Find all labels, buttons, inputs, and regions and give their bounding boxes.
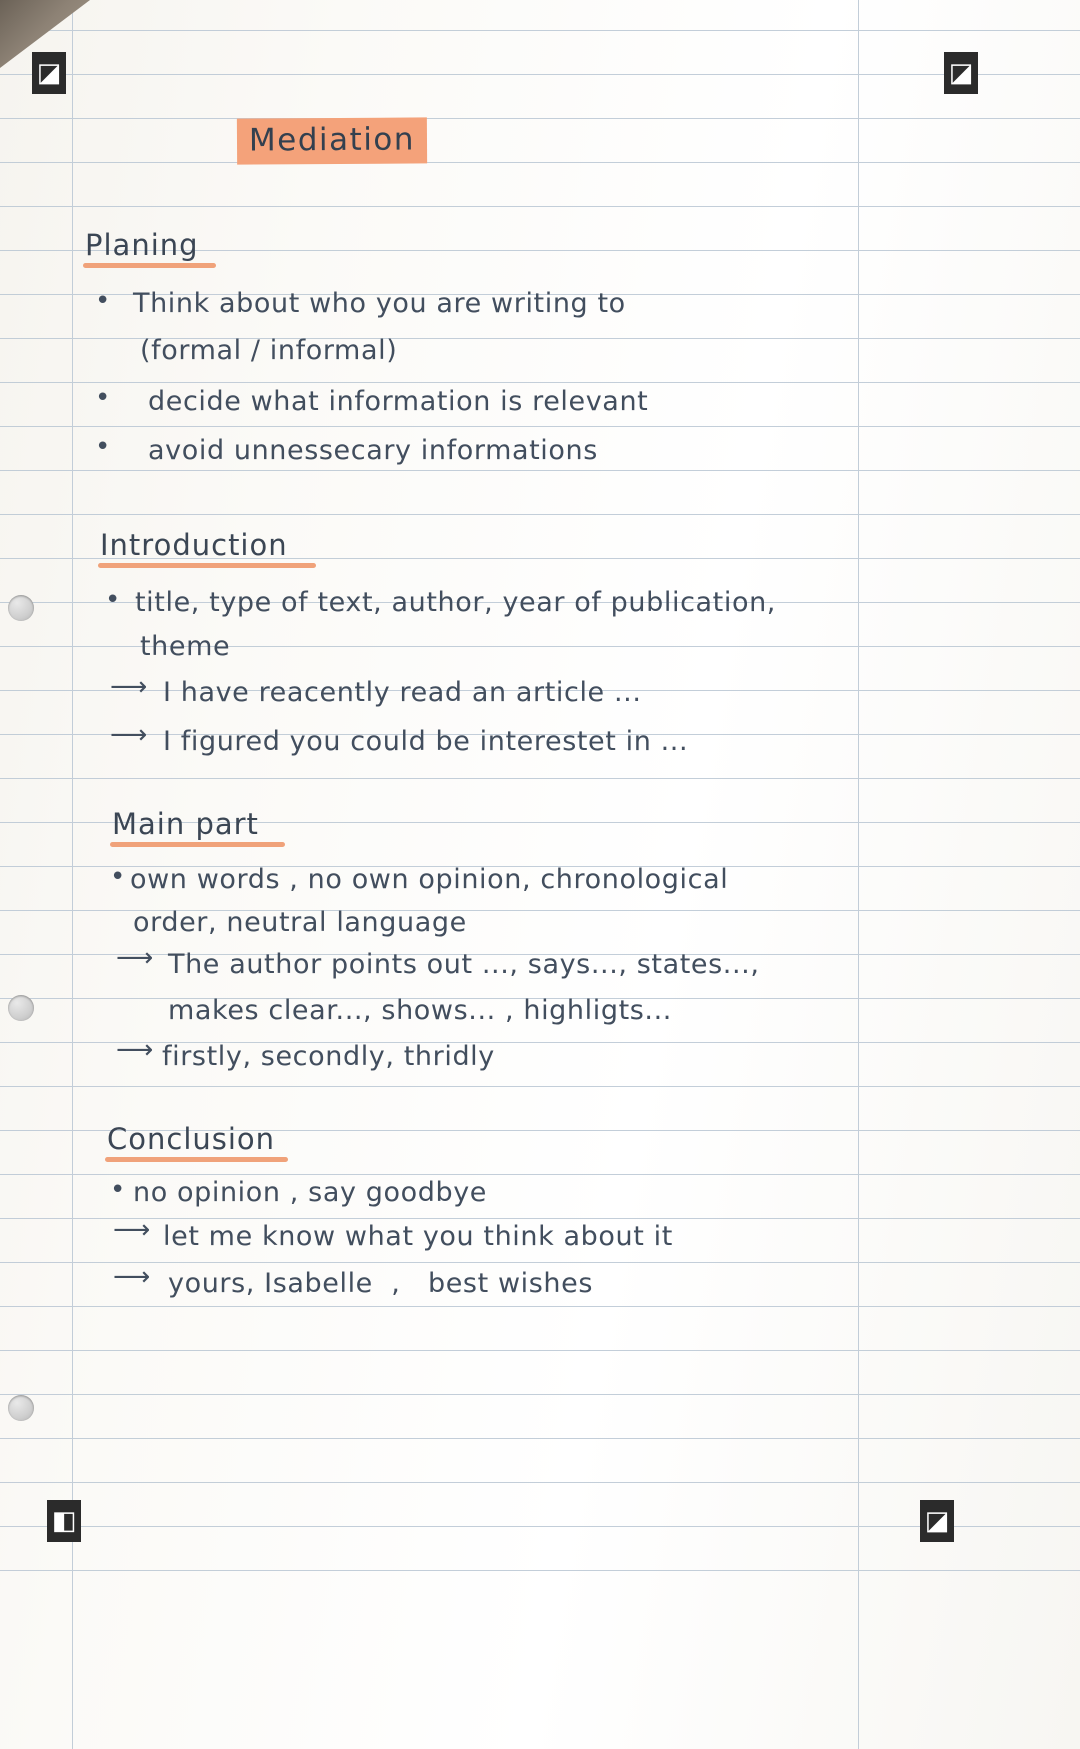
note-line: makes clear..., shows... , highligts... xyxy=(168,995,672,1026)
section-heading-introduction: Introduction xyxy=(100,528,288,562)
punch-hole xyxy=(8,595,34,621)
bullet-icon: • xyxy=(110,1175,126,1205)
fiducial-mark-bottom-left: ◧ xyxy=(47,1500,81,1542)
note-line: Think about who you are writing to xyxy=(133,288,626,319)
section-heading-main-part: Main part xyxy=(112,807,259,841)
heading-underline xyxy=(83,263,216,268)
section-heading-conclusion: Conclusion xyxy=(107,1122,276,1156)
arrow-icon: ⟶ xyxy=(110,720,148,750)
note-line: order, neutral language xyxy=(133,907,467,938)
arrow-icon: ⟶ xyxy=(113,1215,151,1245)
arrow-icon: ⟶ xyxy=(113,1262,151,1292)
fiducial-mark-top-left: ◪ xyxy=(32,52,66,94)
fiducial-mark-top-right: ◪ xyxy=(944,52,978,94)
right-margin-line xyxy=(858,0,859,1749)
note-line: yours, Isabelle , best wishes xyxy=(168,1268,594,1299)
note-line: decide what information is relevant xyxy=(148,386,649,417)
bullet-icon: • xyxy=(105,585,121,615)
note-line: I have reacently read an article ... xyxy=(163,677,642,708)
punch-hole xyxy=(8,1395,34,1421)
note-line: firstly, secondly, thridly xyxy=(162,1041,495,1072)
bullet-icon: • xyxy=(95,383,111,413)
note-line: avoid unnessecary informations xyxy=(148,435,598,466)
bullet-icon: • xyxy=(110,862,126,892)
arrow-icon: ⟶ xyxy=(110,672,148,702)
note-line: let me know what you think about it xyxy=(163,1221,673,1252)
heading-underline xyxy=(98,563,316,568)
note-line: no opinion , say goodbye xyxy=(133,1177,487,1208)
fiducial-mark-bottom-right: ◪ xyxy=(920,1500,954,1542)
arrow-icon: ⟶ xyxy=(116,1035,154,1065)
note-line: I figured you could be interestet in ... xyxy=(163,726,689,757)
note-line: The author points out ..., says..., states..., xyxy=(168,949,760,980)
punch-hole xyxy=(8,995,34,1021)
page-title: Mediation xyxy=(237,117,427,164)
note-line: (formal / informal) xyxy=(140,335,398,366)
heading-underline xyxy=(110,842,285,847)
note-line: own words , no own opinion, chronological xyxy=(130,864,729,895)
arrow-icon: ⟶ xyxy=(116,943,154,973)
section-heading-planing: Planing xyxy=(85,228,199,262)
note-line: title, type of text, author, year of publication, xyxy=(135,587,776,618)
left-margin-line xyxy=(72,0,73,1749)
bullet-icon: • xyxy=(95,286,111,316)
bullet-icon: • xyxy=(95,432,111,462)
heading-underline xyxy=(105,1157,288,1162)
note-line: theme xyxy=(140,631,231,662)
